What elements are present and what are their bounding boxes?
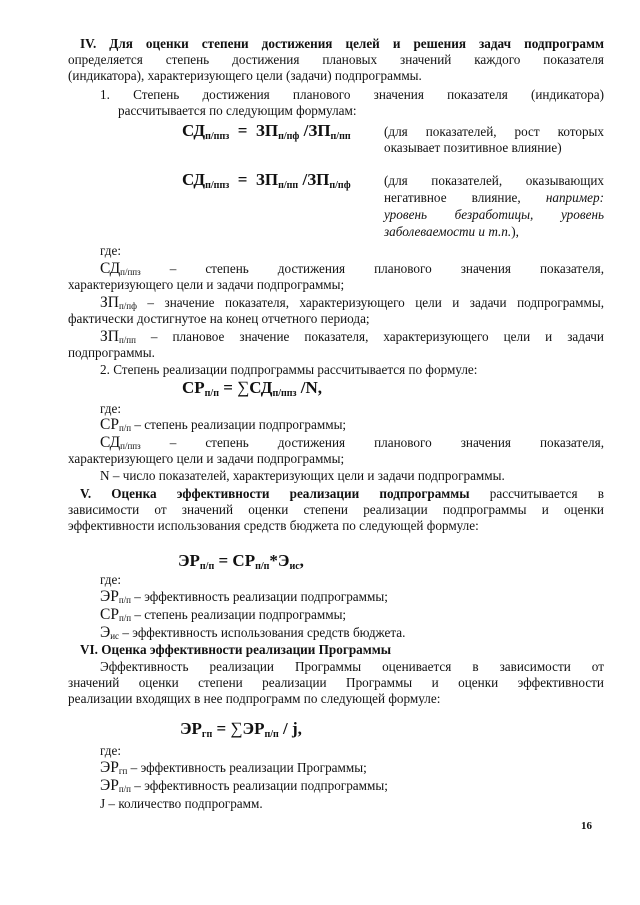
definition-5: $СД_{п/ппз}$ – степень достижения планового значения показателя, (100, 434, 604, 451)
definition-6: N – число показателей, характеризующих цели и задачи подпрограммы. (100, 468, 505, 483)
formula-5: $ЭР_{гп} = \sum ЭР_{п/п} / j$, (180, 719, 302, 740)
definition-4: $СР_{п/п}$ – степень реализации подпрограммы; (100, 416, 347, 433)
item-1-line-2: рассчитывается по следующим формулам: (118, 103, 357, 118)
formula-3: $СР_{п/п} = \sum СД_{п/ппз}$ /N, (182, 378, 323, 399)
definition-8: $СР_{п/п}$ – степень реализации подпрограммы; (100, 606, 347, 623)
section-4-heading: IV. Для оценки степени достижения целей и решения задач подпрограмм (80, 36, 604, 51)
definition-3: $ЗП_{п/пп}$ – плановое значение показателя, характеризующего цели и задачи (100, 328, 604, 345)
definition-12: J – количество подпрограмм. (100, 796, 263, 811)
formula-2-note-line-2: негативное влияние, например: (384, 190, 604, 205)
formula-2-note-line-3: уровень безработицы, уровень (384, 207, 604, 222)
definition-2-line-2: фактически достигнутое на конец отчетного периода; (68, 311, 370, 326)
page-number: 16 (581, 820, 592, 832)
formula-2-note-line-4: заболеваемости и т.п.), (384, 224, 519, 239)
definition-3-line-2: подпрограммы. (68, 345, 155, 360)
item-2: 2. Степень реализации подпрограммы рассчитывается по формуле: (100, 362, 478, 377)
where-label-4: где: (100, 743, 121, 758)
definition-5-line-2: характеризующего цели и задачи подпрограммы; (68, 451, 345, 466)
section-6-line-2: значений оценки степени реализации Программы и оценки эффективности (68, 675, 604, 690)
definition-1-line-2: характеризующего цели и задачи подпрограммы; (68, 277, 345, 292)
section-6-line-3: реализации входящих в нее подпрограмм по следующей формуле: (68, 691, 441, 706)
section-5-line-3: эффективности использования средств бюджета по следующей формуле: (68, 518, 479, 533)
definition-1: $СД_{п/ппз}$ – степень достижения планового значения показателя, (100, 260, 604, 277)
section-6-line-1: Эффективность реализации Программы оценивается в зависимости от (100, 659, 604, 674)
formula-1-note-line-1: (для показателей, рост которых (384, 124, 604, 139)
section-5-line-2: зависимости от значений оценки степени реализации подпрограммы и оценки (68, 502, 604, 517)
section-4-line-2: определяется степень достижения плановых значений каждого показателя (68, 52, 604, 67)
formula-2-note-line-1: (для показателей, оказывающих (384, 173, 604, 188)
where-label-3: где: (100, 572, 121, 587)
formula-1-note-line-2: оказывает позитивное влияние) (384, 140, 562, 155)
definition-10: $ЭР_{гп}$ – эффективность реализации Программы; (100, 759, 367, 776)
definition-7: $ЭР_{п/п}$ – эффективность реализации подпрограммы; (100, 588, 388, 605)
definition-9: $Э_{ис}$ – эффективность использования средств бюджета. (100, 624, 406, 641)
section-6-heading: VI. Оценка эффективности реализации Программы (80, 642, 392, 657)
section-5-line-1: V. Оценка эффективности реализации подпрограммы рассчитывается в (80, 486, 604, 501)
item-1-line-1: 1. Степень достижения планового значения показателя (индикатора) (100, 87, 604, 102)
formula-2: $СД_{п/ппз} = ЗП_{п/пп}$ $/ЗП_{п/пф}$ (182, 170, 351, 191)
formula-1: $СД_{п/ппз} = ЗП_{п/пф}$ $/ЗП_{п/пп}$ (182, 121, 351, 142)
definition-2: $ЗП_{п/пф}$ – значение показателя, характеризующего цели и задачи подпрограммы, (100, 294, 604, 311)
definition-11: $ЭР_{п/п}$ – эффективность реализации подпрограммы; (100, 777, 388, 794)
section-4-line-3: (индикатора), характеризующего цели (задачи) подпрограммы. (68, 68, 422, 83)
where-label-1: где: (100, 243, 121, 258)
formula-4: $ЭР_{п/п} = СР_{п/п}*Э_{ис}$, (178, 551, 304, 572)
where-label-2: где: (100, 401, 121, 416)
